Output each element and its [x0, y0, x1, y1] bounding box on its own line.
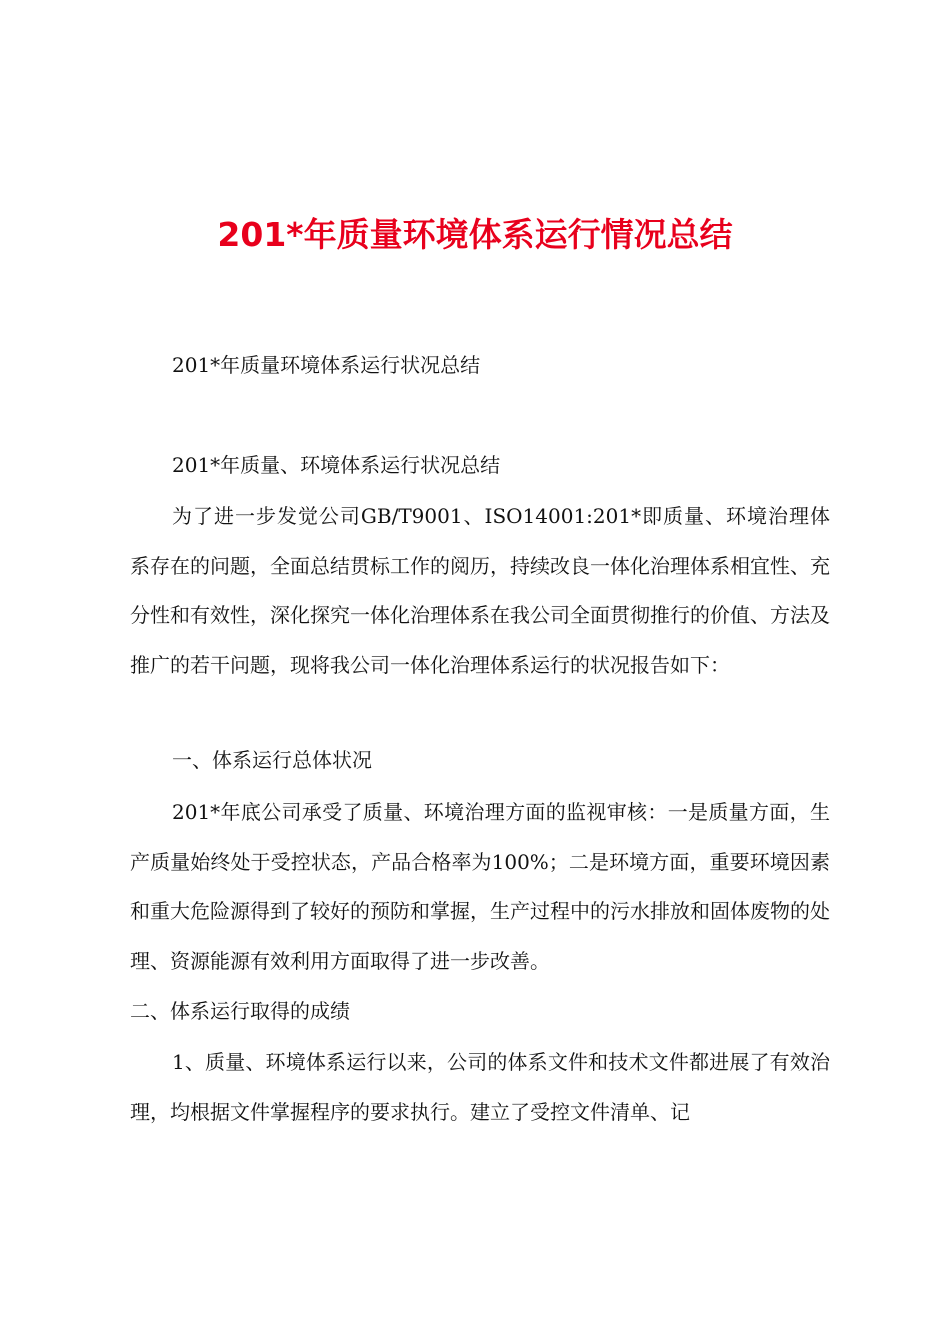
paragraph-intro: 为了进一步发觉公司GB/T9001、ISO14001:201*即质量、环境治理体系存在的问题，全面总结贯标工作的阅历，持续改良一体化治理体系相宜性、充分性和有效性，深化探究一体化治理体系在我公司全面贯彻推行的价值、方法及推广的若干问题，现将我公司一体化治理体系运行的状况报告如下： — [130, 504, 830, 677]
subtitle-line-2: 201*年质量、环境体系运行状况总结 — [172, 453, 501, 477]
section-heading-2: 二、体系运行取得的成绩 — [130, 999, 350, 1023]
document-title: 201*年质量环境体系运行情况总结 — [217, 215, 733, 254]
subtitle-line-1: 201*年质量环境体系运行状况总结 — [172, 353, 481, 377]
paragraph-overall-status: 201*年底公司承受了质量、环境治理方面的监视审核：一是质量方面，生产质量始终处于受控状态，产品合格率为100%；二是环境方面，重要环境因素和重大危险源得到了较好的预防和掌握，生产过程中的污水排放和固体废物的处理、资源能源有效利用方面取得了进一步改善。 — [130, 800, 830, 973]
paragraph-achievements: 1、质量、环境体系运行以来，公司的体系文件和技术文件都进展了有效治理，均根据文件掌握程序的要求执行。建立了受控文件清单、记 — [130, 1050, 830, 1124]
section-heading-1: 一、体系运行总体状况 — [172, 748, 372, 772]
